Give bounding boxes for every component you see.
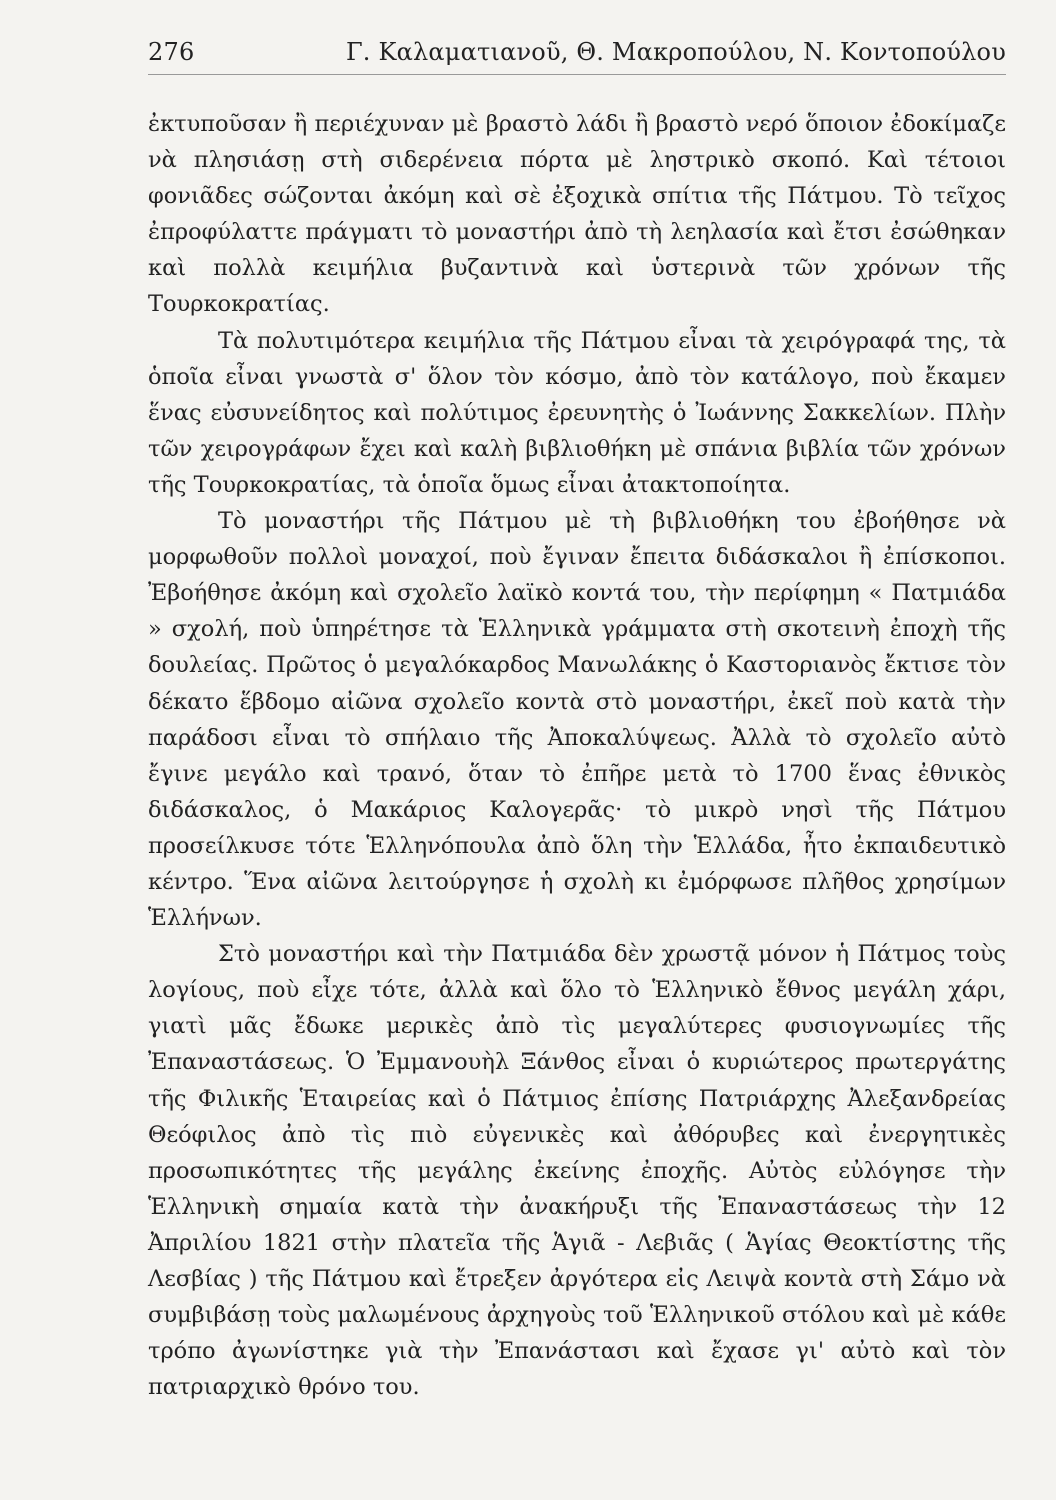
running-head: Γ. Καλαματιανοῦ, Θ. Μακροπούλου, Ν. Κοντοπούλου xyxy=(345,38,1006,66)
paragraph-2: Τὰ πολυτιμότερα κειμήλια τῆς Πάτμου εἶναι τὰ χειρόγραφά της, τὰ ὁποῖα εἶναι γνωστὰ σ' ὅλον τὸν κόσμο, ἀπὸ τὸν κατάλογο, ποὺ ἔκαμεν ἕνας εὐσυνείδητος καὶ πολύτιμος ἐρευνητὴς ὁ Ἰωάννης Σακκελίων. Πλὴν τῶν χειρογράφων ἔχει καὶ καλὴ βιβλιοθήκη μὲ σπάνια βιβλία τῶν χρόνων τῆς Τουρκοκρατίας, τὰ ὁποῖα ὅμως εἶναι ἀτακτοποίητα. xyxy=(148,327,1006,498)
page-number: 276 xyxy=(148,38,195,66)
paragraph-1: ἐκτυποῦσαν ἢ περιέχυναν μὲ βραστὸ λάδι ἢ βραστὸ νερό ὅποιον ἐδοκίμαζε νὰ πλησιάσῃ στὴ σιδερένεια πόρτα μὲ ληστρικὸ σκοπό. Καὶ τέτοιοι φονιᾶδες σώζονται ἀκόμη καὶ σὲ ἐξοχικὰ σπίτια τῆς Πάτμου. Τὸ τεῖχος ἐπροφύλαττε πράγματι τὸ μοναστήρι ἀπὸ τὴ λεηλασία καὶ ἔτσι ἐσώθηκαν καὶ πολλὰ κειμήλια βυζαντινὰ καὶ ὑστερινὰ τῶν χρόνων τῆς Τουρκοκρατίας. xyxy=(148,111,1006,318)
body-text xyxy=(148,106,1006,1405)
paragraph-3: Τὸ μοναστήρι τῆς Πάτμου μὲ τὴ βιβλιοθήκη του ἐβοήθησε νὰ μορφωθοῦν πολλοὶ μοναχοί, ποὺ ἔγιναν ἔπειτα διδάσκαλοι ἢ ἐπίσκοποι. Ἐβοήθησε ἀκόμη καὶ σχολεῖο λαϊκὸ κοντά του, τὴν περίφημη « Πατμιάδα » σχολή, ποὺ ὑπηρέτησε τὰ Ἑλληνικὰ γράμματα στὴ σκοτεινὴ ἐποχὴ τῆς δουλείας. Πρῶτος ὁ μεγαλόκαρδος Μανωλάκης ὁ Καστοριανὸς ἔκτισε τὸν δέκατο ἕβδομο αἰῶνα σχολεῖο κοντὰ στὸ μοναστήρι, ἐκεῖ ποὺ κατὰ τὴν παράδοσι εἶναι τὸ σπήλαιο τῆς Ἀποκαλύψεως. Ἀλλὰ τὸ σχολεῖο αὐτὸ ἔγινε μεγάλο καὶ τρανό, ὅταν τὸ ἐπῆρε μετὰ τὸ 1700 ἕνας ἐθνικὸς διδάσκαλος, ὁ Μακάριος Καλογερᾶς· τὸ μικρὸ νησὶ τῆς Πάτμου προσείλκυσε τότε Ἑλληνόπουλα ἀπὸ ὅλη τὴν Ἑλλάδα, ἦτο ἐκπαιδευτικὸ κέντρο. Ἕνα αἰῶνα λειτούργησε ἡ σχολὴ κι ἐμόρφωσε πλῆθος χρησίμων Ἑλλήνων. xyxy=(148,508,1006,932)
header-rule xyxy=(148,74,1006,75)
paragraph-4: Στὸ μοναστήρι καὶ τὴν Πατμιάδα δὲν χρωστᾷ μόνον ἡ Πάτμος τοὺς λογίους, ποὺ εἶχε τότε, ἀλλὰ καὶ ὅλο τὸ Ἑλληνικὸ ἔθνος μεγάλη χάρι, γιατὶ μᾶς ἔδωκε μερικὲς ἀπὸ τὶς μεγαλύτερες φυσιογνωμίες τῆς Ἐπαναστάσεως. Ὁ Ἐμμανουὴλ Ξάνθος εἶναι ὁ κυριώτερος πρωτεργάτης τῆς Φιλικῆς Ἑταιρείας καὶ ὁ Πάτμιος ἐπίσης Πατριάρχης Ἀλεξανδρείας Θεόφιλος ἀπὸ τὶς πιὸ εὐγενικὲς καὶ ἀθόρυβες καὶ ἐνεργητικὲς προσωπικότητες τῆς μεγάλης ἐκείνης ἐποχῆς. Αὐτὸς εὐλόγησε τὴν Ἑλληνικὴ σημαία κατὰ τὴν ἀνακήρυξι τῆς Ἐπαναστάσεως τὴν 12 Ἀπριλίου 1821 στὴν πλατεῖα τῆς Ἁγιᾶ - Λεβιᾶς ( Ἁγίας Θεοκτίστης τῆς Λεσβίας ) τῆς Πάτμου καὶ ἔτρεξεν ἀργότερα εἰς Λειψὰ κοντὰ στὴ Σάμο νὰ συμβιβάσῃ τοὺς μαλωμένους ἀρχηγοὺς τοῦ Ἑλληνικοῦ στόλου καὶ μὲ κάθε τρόπο ἀγωνίστηκε γιὰ τὴν Ἐπανάστασι καὶ ἔχασε γι' αὐτὸ καὶ τὸν πατριαρχικὸ θρόνο του. xyxy=(148,941,1006,1401)
page-header xyxy=(148,38,1006,74)
